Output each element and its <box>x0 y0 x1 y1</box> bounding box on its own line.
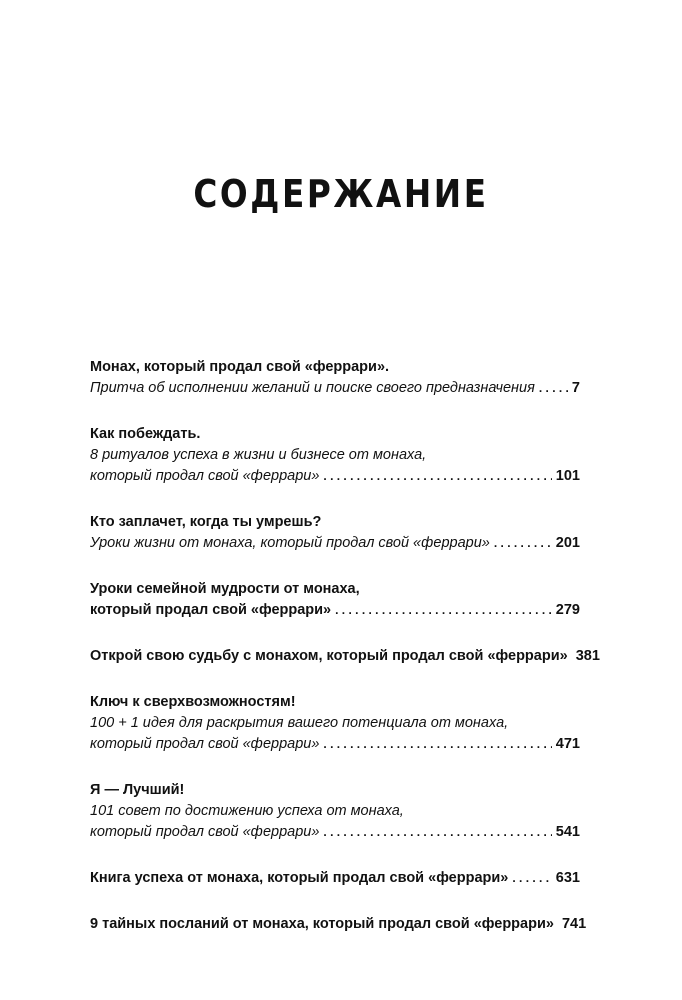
toc-entry-text: Как побеждать. <box>90 426 201 442</box>
toc-entry-text: который продал свой «феррари» <box>90 736 320 752</box>
page-number: 279 <box>555 602 580 618</box>
toc-entry-text: 9 тайных посланий от монаха, который продал свой «феррари» <box>90 916 554 932</box>
toc-entry-text: Открой свою судьбу с монахом, который продал свой «феррари» <box>90 648 568 664</box>
toc-entry-subtitle-line <box>90 801 580 822</box>
dot-leader <box>323 734 551 755</box>
toc-entry[interactable] <box>90 692 580 755</box>
dot-leader <box>539 378 568 399</box>
page-title: СОДЕРЖАНИЕ <box>193 172 489 216</box>
page-number: 101 <box>555 468 580 484</box>
toc-entry-title-line <box>90 646 600 667</box>
toc-entry-text: Притча об исполнении желаний и поиске своего предназначения <box>90 380 535 396</box>
toc-entry-text: Я — Лучший! <box>90 782 185 798</box>
toc-entry-text: который продал свой «феррари» <box>90 824 320 840</box>
toc-entry-title-line <box>90 424 580 445</box>
toc-entry-text: Монах, который продал свой «феррари». <box>90 359 390 375</box>
toc-entry-subtitle-line <box>90 734 580 755</box>
toc-entry-subtitle-line <box>90 822 580 843</box>
dot-leader <box>323 822 551 843</box>
toc-entry-text: Кто заплачет, когда ты умрешь? <box>90 514 322 530</box>
toc-entry-title-line <box>90 512 580 533</box>
page-number: 741 <box>561 916 587 932</box>
toc-entry-subtitle-line <box>90 378 580 399</box>
toc-entry-subtitle-line <box>90 533 580 554</box>
toc-entry[interactable] <box>90 646 600 667</box>
toc-entry-title-line <box>90 579 580 600</box>
toc-entry[interactable] <box>90 579 580 621</box>
toc-entry-text: который продал свой «феррари» <box>90 468 320 484</box>
table-of-contents <box>90 357 600 960</box>
toc-entry-title-line <box>90 357 580 378</box>
toc-entry-title-line <box>90 780 580 801</box>
toc-entry-text: Уроки жизни от монаха, который продал свой «феррари» <box>90 535 490 551</box>
toc-entry-text: 8 ритуалов успеха в жизни и бизнесе от монаха, <box>90 447 427 463</box>
toc-entry-text: который продал свой «феррари» <box>90 602 332 618</box>
page-number: 381 <box>575 648 600 664</box>
dot-leader <box>335 600 552 621</box>
toc-entry-text: Ключ к сверхвозможностям! <box>90 694 296 710</box>
toc-entry-title-line <box>90 600 580 621</box>
toc-entry-text: 101 совет по достижению успеха от монаха, <box>90 803 404 819</box>
page-number: 471 <box>555 736 580 752</box>
dot-leader <box>494 533 552 554</box>
toc-entry[interactable] <box>90 914 587 935</box>
toc-entry[interactable] <box>90 512 580 554</box>
toc-entry[interactable] <box>90 780 580 843</box>
toc-entry-subtitle-line <box>90 445 580 466</box>
toc-entry-subtitle-line <box>90 713 580 734</box>
toc-entry[interactable] <box>90 868 580 889</box>
toc-entry[interactable] <box>90 424 580 487</box>
page-number: 541 <box>555 824 580 840</box>
page-number: 631 <box>555 870 580 886</box>
toc-entry-title-line <box>90 692 580 713</box>
toc-entry-text: Уроки семейной мудрости от монаха, <box>90 581 360 597</box>
toc-entry-subtitle-line <box>90 466 580 487</box>
toc-entry[interactable] <box>90 357 580 399</box>
dot-leader <box>512 868 551 889</box>
toc-entry-title-line <box>90 914 587 935</box>
toc-entry-title-line <box>90 868 580 889</box>
page-number: 7 <box>571 380 580 396</box>
dot-leader <box>323 466 551 487</box>
page-number: 201 <box>555 535 580 551</box>
toc-entry-text: 100 + 1 идея для раскрытия вашего потенциала от монаха, <box>90 715 509 731</box>
toc-entry-text: Книга успеха от монаха, который продал свой «феррари» <box>90 870 509 886</box>
